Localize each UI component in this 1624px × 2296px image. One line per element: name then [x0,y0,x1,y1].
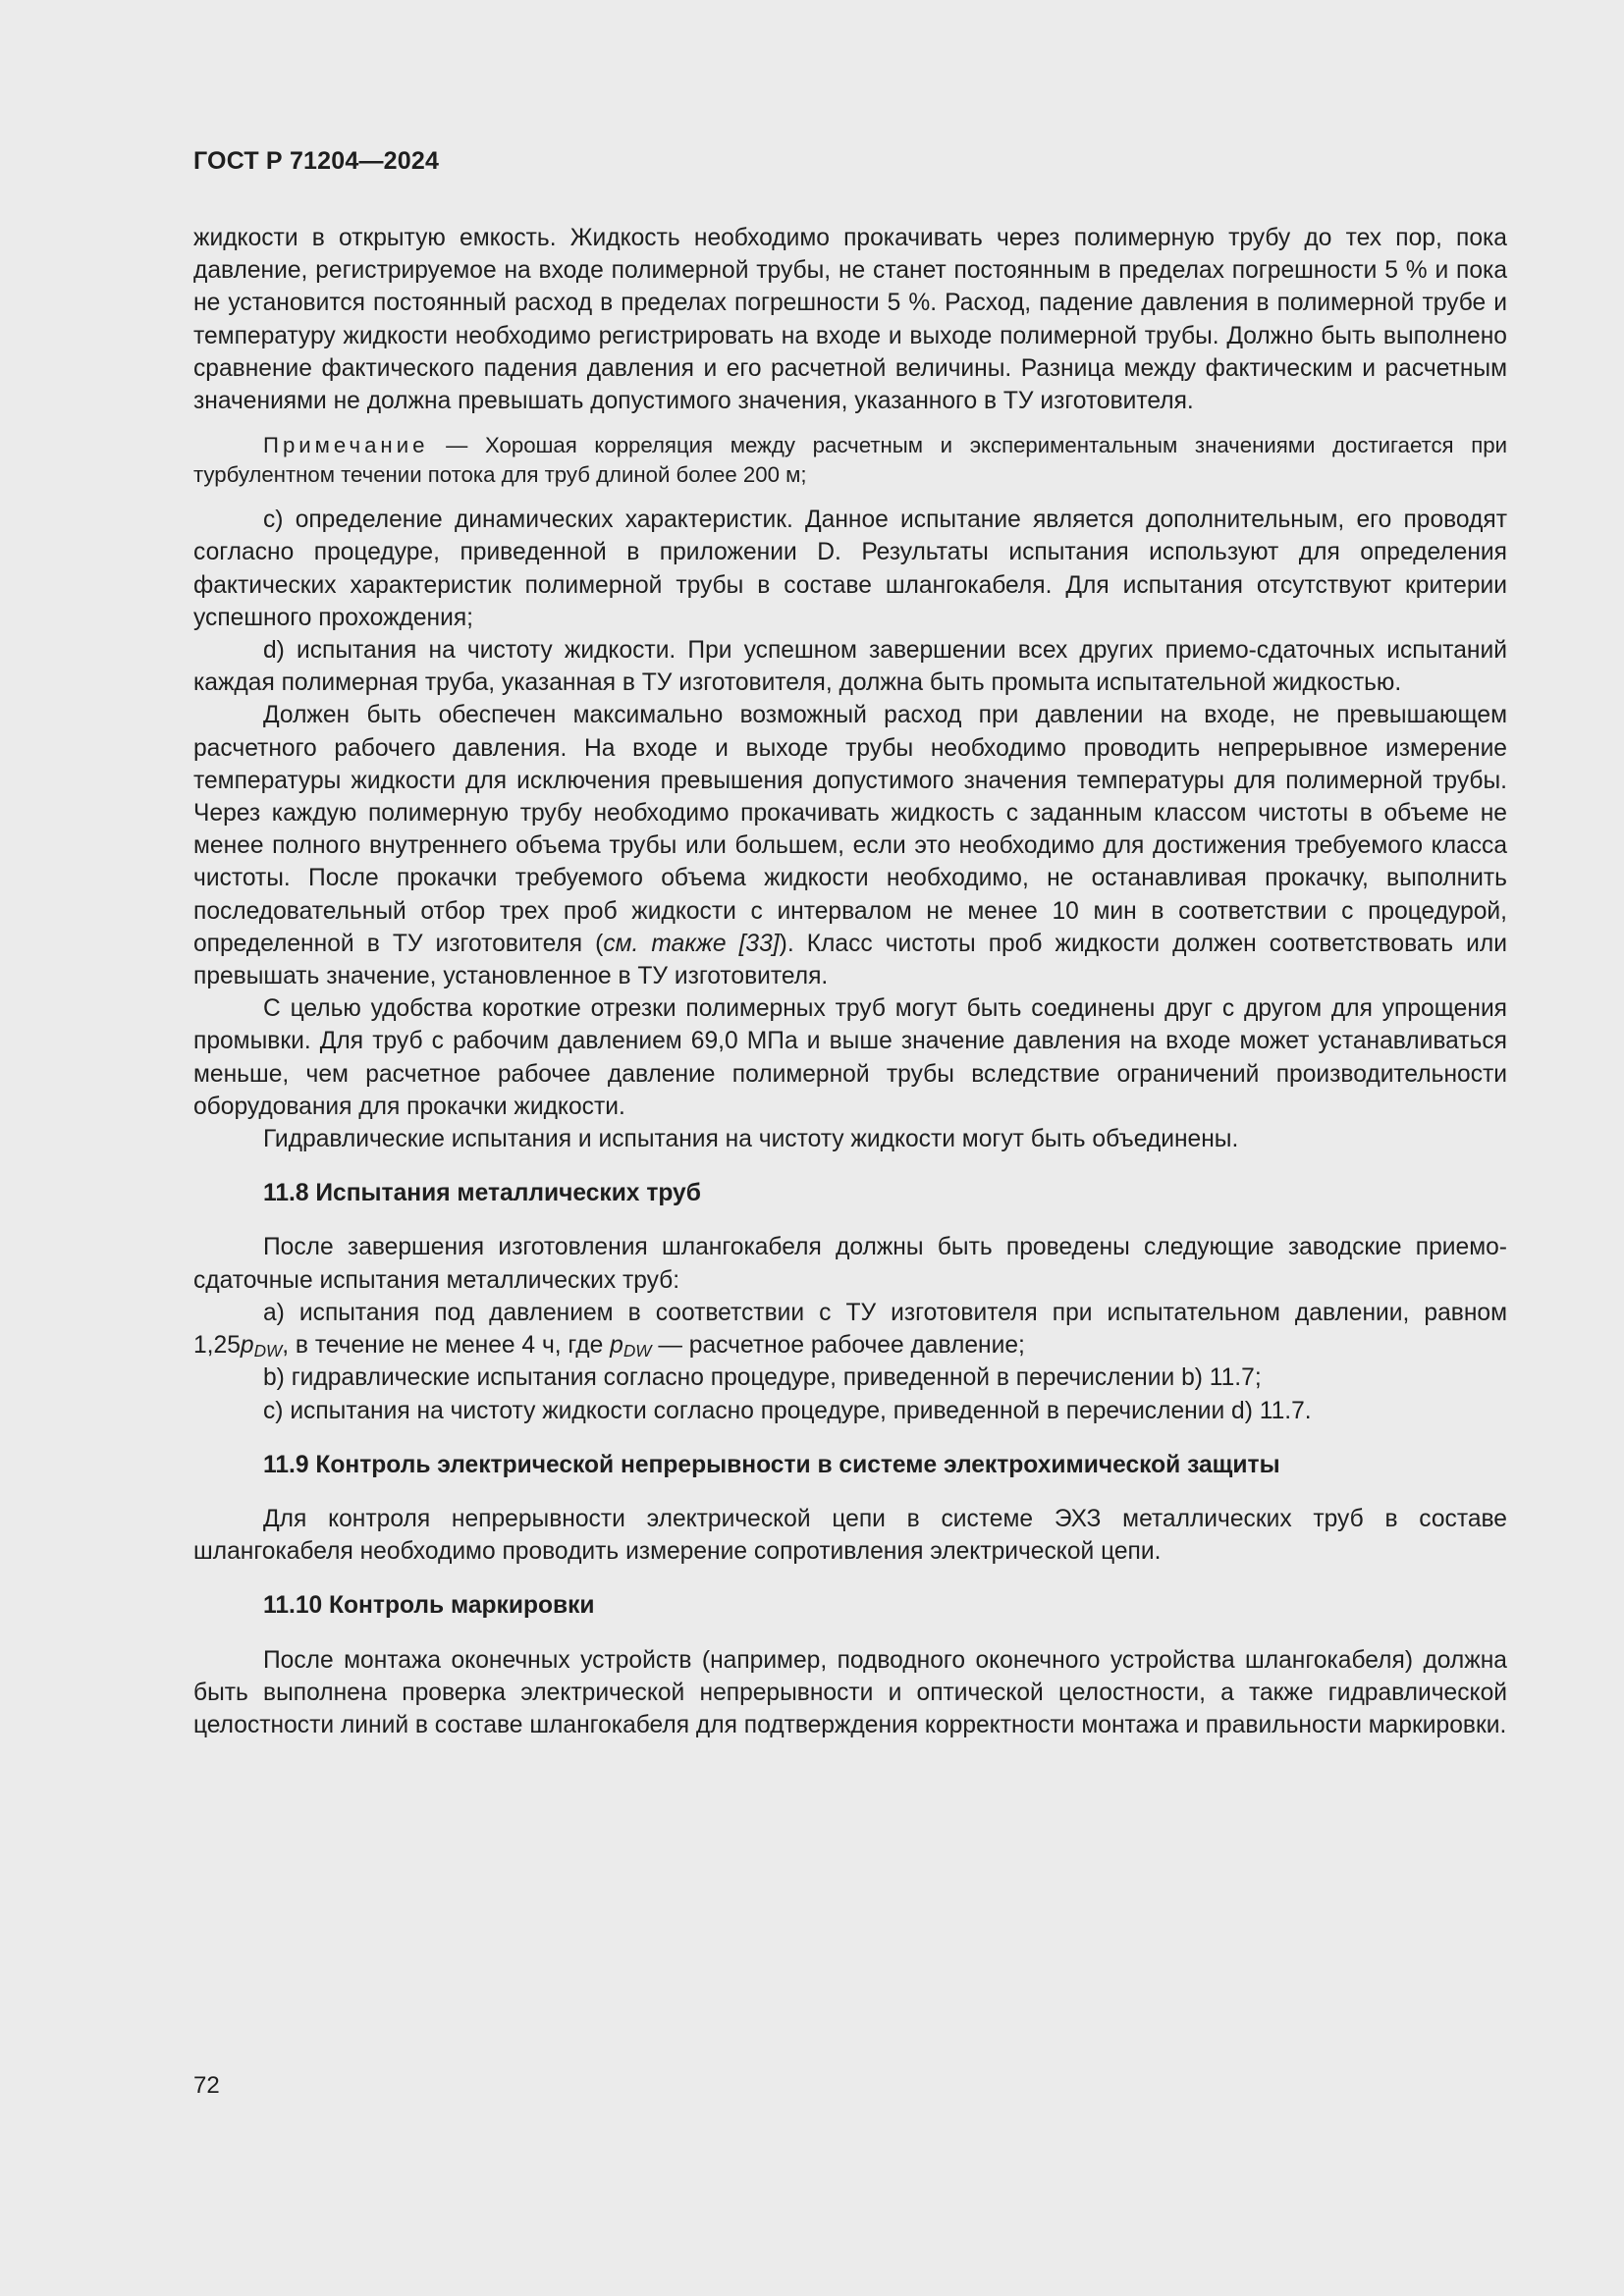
section-11-10-text: После монтажа оконечных устройств (например, подводного оконечного устройства шлангокабеля) должна быть выполнена проверка электрической непрерывности и оптической целостности, а также гидравлической целостности линий в составе шлангокабеля для подтверждения корректности монтажа и правильности маркировки. [193,1646,1507,1738]
item-a-text-end: — расчетное рабочее давление; [651,1332,1025,1360]
item-a-text-mid: , в течение не менее 4 ч, где [282,1332,611,1360]
section-title-11-8: 11.8 Испытания металлических труб [263,1180,701,1207]
list-item-d-purity: d) испытания на чистоту жидкости. При успешном завершении всех других приемо-сдаточных испытаний каждая полимерная труба, указанная в ТУ изготовителя, должна быть промыта испытательной жидкостью. [193,637,1507,697]
document-body [193,222,1507,1741]
symbol-p: p [240,1332,254,1360]
note-dash: — [428,433,485,458]
note [193,431,1507,490]
paragraph-flow [193,699,1507,992]
paragraph-continuation: жидкости в открытую емкость. Жидкость необходимо прокачивать через полимерную трубу до тех пор, пока давление, регистрируемое на входе полимерной трубы, не станет постоянным в пределах погрешности 5 % и пока не установится постоянный расход в пределах погрешности 5 %. Расход, падение давления в полимерной трубе и температуру жидкости необходимо регистрировать на входе и выходе полимерной трубы. Должно быть выполнено сравнение фактического падения давления и его расчетной величины. Разница между фактическим и расчетным значениями не должна превышать допустимого значения, указанного в ТУ изготовителя. [193,225,1507,415]
paragraph-flow-text-end: ). Класс чистоты проб жидкости должен соответствовать или превышать значение, установленное в ТУ изготовителя. [193,930,1507,990]
section-11-9-text: Для контроля непрерывности электрической цепи в системе ЭХЗ металлических труб в составе шлангокабеля необходимо проводить измерение сопротивления электрической цепи. [193,1505,1507,1566]
symbol-subscript: DW [623,1341,652,1362]
page-number: 72 [193,2072,220,2099]
note-text: Хорошая корреляция между расчетным и экспериментальным значениями достигается при турбулентном течении потока для труб длиной более 200 м; [193,433,1507,488]
item-a-text: a) испытания под давлением в соответствии с ТУ изготовителя при испытательном давлении, равном 1,25 [193,1299,1507,1360]
list-item-c-dynamic: c) определение динамических характеристик. Данное испытание является дополнительным, его проводят согласно процедуре, приведенной в приложении D. Результаты испытания используют для определения фактических характеристик полимерной трубы в составе шлангокабеля. Для испытания отсутствуют критерии успешного прохождения; [193,507,1507,631]
section-11-8-item-c: c) испытания на чистоту жидкости согласно процедуре, приведенной в перечислении d) 11.7. [263,1397,1312,1424]
paragraph-flow-text: Должен быть обеспечен максимально возможный расход при давлении на входе, не превышающем расчетного рабочего давления. На входе и выходе трубы необходимо проводить непрерывное измерение температуры жидкости для исключения превышения допустимого значения температуры для полимерной трубы. Через каждую полимерную трубу необходимо прокачивать жидкость с заданным классом чистоты в объеме не менее полного внутреннего объема трубы или большем, если это необходимо для достижения требуемого класса чистоты. После прокачки требуемого объема жидкости необходимо, не останавливая прокачку, выполнить последовательный отбор трех проб жидкости с интервалом не менее 10 мин в соответствии с процедурой, определенной в ТУ изготовителя ( [193,702,1507,957]
section-11-8-item-b: b) гидравлические испытания согласно процедуре, приведенной в перечислении b) 11.7; [263,1364,1262,1392]
paragraph-hydraulic: Гидравлические испытания и испытания на чистоту жидкости могут быть объединены. [263,1126,1239,1153]
paragraph-short-segments: С целью удобства короткие отрезки полимерных труб могут быть соединены друг с другом для упрощения промывки. Для труб с рабочим давлением 69,0 МПа и выше значение давления на входе может устанавливаться меньше, чем расчетное рабочее давление полимерной трубы вследствие ограничений производительности оборудования для прокачки жидкости. [193,995,1507,1120]
note-label: Примечание [263,433,429,458]
section-title-11-9: 11.9 Контроль электрической непрерывности в системе электрохимической защиты [263,1451,1280,1478]
symbol-p: p [610,1332,623,1360]
section-11-8-item-a [193,1297,1507,1362]
reference-link: см. также [33] [603,930,780,957]
document-header: ГОСТ Р 71204—2024 [193,147,440,175]
symbol-subscript: DW [253,1341,283,1362]
section-title-11-10: 11.10 Контроль маркировки [263,1592,595,1620]
section-11-8-intro: После завершения изготовления шлангокабеля должны быть проведены следующие заводские приемо-сдаточные испытания металлических труб: [193,1234,1507,1294]
